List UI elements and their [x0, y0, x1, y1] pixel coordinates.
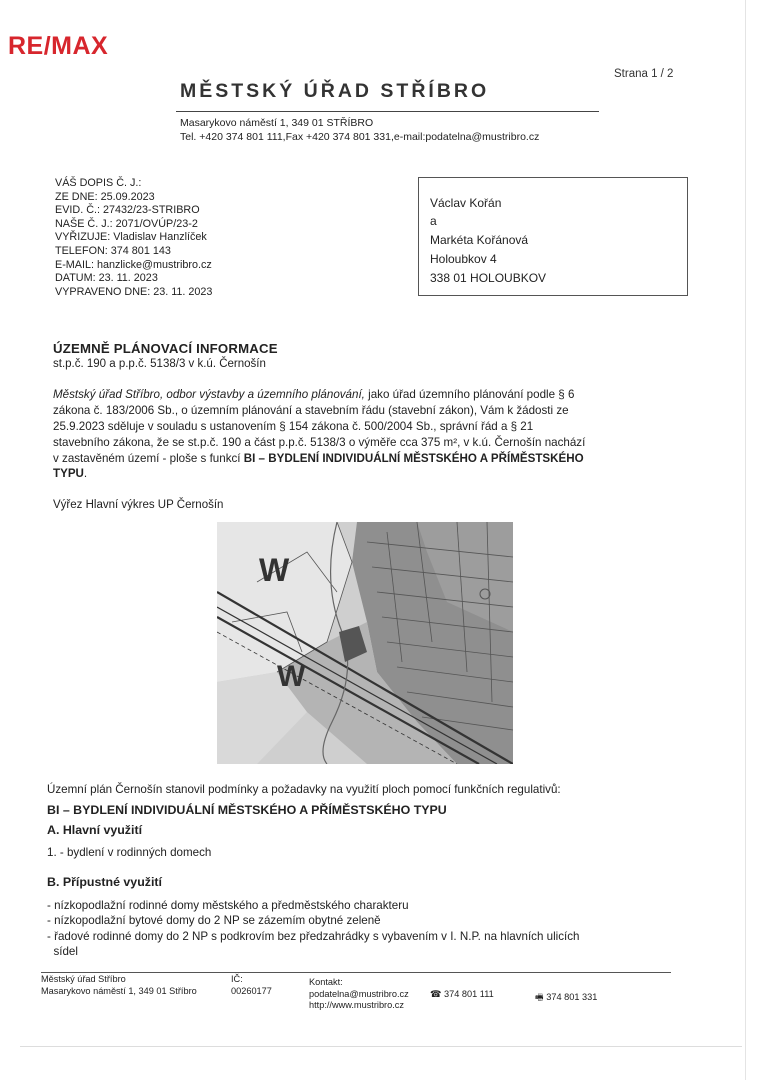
- meta-line: EVID. Č.: 27432/23-STRIBRO: [55, 204, 200, 217]
- page-number: Strana 1 / 2: [614, 68, 674, 80]
- meta-line: NAŠE Č. J.: 2071/OVÚP/23-2: [55, 217, 198, 230]
- footer-contact-label: Kontakt:: [309, 977, 343, 987]
- footer-ic-value: 00260177: [231, 986, 272, 996]
- footer-ic-label: IČ:: [231, 974, 243, 984]
- document-title: ÚZEMNĚ PLÁNOVACÍ INFORMACE: [53, 341, 278, 356]
- title-divider: [176, 111, 599, 112]
- meta-line: VÁŠ DOPIS Č. J.:: [55, 177, 142, 189]
- paragraph-line: stavebního zákona, že se st.p.č. 190 a část p.p.č. 5138/3 o výměře cca 375 m², v k.ú. Černošín nachází: [53, 436, 586, 449]
- page-bottom-edge: [20, 1046, 742, 1047]
- meta-line: E-MAIL: hanzlicke@mustribro.cz: [55, 258, 212, 271]
- paragraph-function-name: BI – BYDLENÍ INDIVIDUÁLNÍ MĚSTSKÉHO A PŘÍMĚSTSKÉHO: [243, 452, 584, 465]
- meta-line: DATUM: 23. 11. 2023: [55, 272, 158, 285]
- footer-divider: [41, 972, 671, 973]
- section-a-item: 1. - bydlení v rodinných domech: [47, 846, 212, 859]
- recipient-street: Holoubkov 4: [430, 252, 497, 266]
- paragraph-text: .: [83, 467, 88, 480]
- phone-icon: ☎: [430, 989, 442, 999]
- footer-phone-number: 374 801 111: [444, 989, 494, 999]
- footer-phone: [430, 989, 494, 1000]
- fax-icon: 🖷: [535, 992, 544, 1002]
- remax-logo: RE/MAX: [8, 32, 109, 60]
- document-subject: st.p.č. 190 a p.p.č. 5138/3 v k.ú. Černošín: [53, 358, 266, 370]
- meta-line: ZE DNE: 25.09.2023: [55, 190, 155, 203]
- footer-office-name: Městský úřad Stříbro: [41, 974, 126, 984]
- footer-fax-number: 374 801 331: [546, 992, 598, 1002]
- map-label: W: [259, 552, 290, 588]
- regulation-intro: Územní plán Černošín stanovil podmínky a požadavky na využití ploch pomocí funkčních regulativů:: [47, 783, 561, 796]
- paragraph-italic-lead: Městský úřad Stříbro, odbor výstavby a územního plánování,: [53, 388, 365, 401]
- land-use-map: [217, 522, 513, 764]
- office-contact: Tel. +420 374 801 111,Fax +420 374 801 331,e-mail:podatelna@mustribro.cz: [180, 131, 540, 143]
- meta-line: VYŘIZUJE: Vladislav Hanzlíček: [55, 231, 207, 244]
- footer-fax: [535, 990, 597, 1006]
- paragraph-line: [53, 452, 693, 465]
- section-b-item: - nízkopodlažní rodinné domy městského a předměstského charakteru: [47, 899, 409, 912]
- footer-office-address: Masarykovo náměstí 1, 349 01 Stříbro: [41, 986, 197, 996]
- paragraph-line: [53, 388, 693, 401]
- paragraph-text: v zastavěném území - ploše s funkcí: [53, 452, 244, 465]
- section-b-item: sídel: [47, 945, 78, 958]
- page-right-edge: [745, 0, 746, 1080]
- section-a-title: A. Hlavní využití: [47, 823, 143, 837]
- meta-line: VYPRAVENO DNE: 23. 11. 2023: [55, 285, 213, 298]
- recipient-city: 338 01 HOLOUBKOV: [430, 271, 547, 285]
- footer-web: http://www.mustribro.cz: [309, 1000, 404, 1010]
- office-title: MĚSTSKÝ ÚŘAD STŘÍBRO: [180, 80, 490, 102]
- recipient-name-2: Markéta Kořánová: [430, 233, 529, 247]
- paragraph-line: 25.9.2023 sděluje v souladu s ustanovením § 154 zákona č. 500/2004 Sb., správní řád a § 21: [53, 420, 534, 433]
- section-b-item: - nízkopodlažní bytové domy do 2 NP se zázemím obytné zeleně: [47, 914, 381, 927]
- recipient-name-1: Václav Kořán: [430, 196, 502, 210]
- reference-block: [55, 177, 212, 299]
- footer-email: podatelna@mustribro.cz: [309, 989, 409, 999]
- section-b-item: - řadové rodinné domy do 2 NP s podkrovím bez předzahrádky s vybavením v I. N.P. na hlavních ulicích: [47, 930, 580, 943]
- map-caption: Výřez Hlavní výkres UP Černošín: [53, 499, 224, 511]
- paragraph-function-name-end: TYPU: [53, 467, 84, 480]
- office-address: Masarykovo náměstí 1, 349 01 STŘÍBRO: [180, 117, 374, 129]
- recipient-conjunction: a: [430, 214, 437, 228]
- paragraph-line: [53, 467, 693, 480]
- section-b-title: B. Přípustné využití: [47, 875, 162, 889]
- paragraph-line: zákona č. 183/2006 Sb., o územním plánování a stavebním řádu (stavební zákon), Vám k žádosti ze: [53, 404, 569, 417]
- map-label: W: [277, 660, 306, 693]
- meta-line: TELEFON: 374 801 143: [55, 244, 171, 257]
- paragraph-text: jako úřad územního plánování podle § 6: [364, 388, 575, 401]
- regulation-title: BI – BYDLENÍ INDIVIDUÁLNÍ MĚSTSKÉHO A PŘÍMĚSTSKÉHO TYPU: [47, 803, 447, 817]
